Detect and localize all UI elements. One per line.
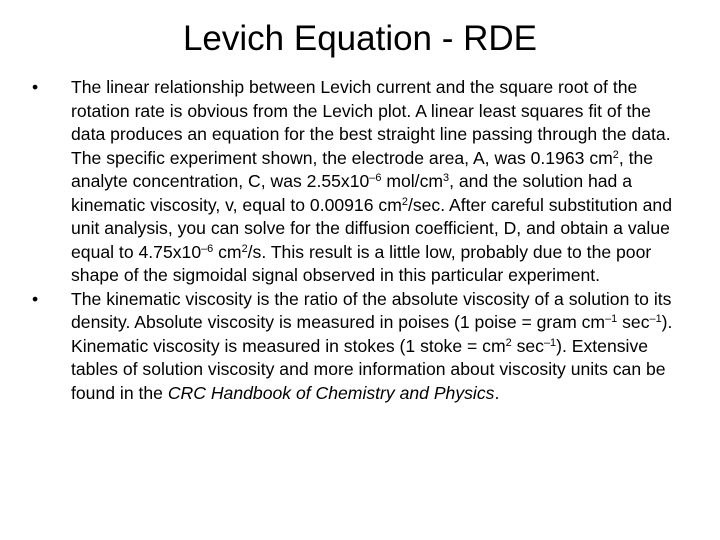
bullet-marker: • [32,288,39,309]
bullet-text: , and the solution had a kinematic viscosity, v, equal to 0.00916 cm [71,171,633,215]
bullet-list [30,76,690,405]
bullet-text: , the analyte concentration, C, was 2.55x10 [71,147,654,191]
superscript: 2 [401,195,408,208]
superscript: –1 [605,313,618,325]
bullet-text: sec [511,335,544,356]
bullet-text: The kinematic viscosity is the ratio of the absolute viscosity of a solution to its density. Absolute viscosity is measured in poises (1 poise = gram cm [71,288,672,332]
superscript: 3 [443,172,450,184]
superscript: –6 [369,172,382,184]
superscript: –1 [649,313,662,325]
slide-title: Levich Equation - RDE [182,19,538,58]
superscript: 2 [241,242,248,255]
bullet-marker: • [32,77,39,97]
bullet-item-kinematic-viscosity [30,288,690,406]
bullet-text: . [494,382,500,403]
bullet-text: ). Kinematic viscosity is measured in stokes (1 stoke = cm [71,312,673,356]
superscript: 2 [612,148,619,161]
superscript: –1 [543,336,557,349]
bullet-text: /s. This result is a little low, probably due to the poor shape of the sigmoidal signal observed in this particular experiment. [71,241,652,285]
bullet-item-levich-plot [30,76,690,288]
bullet-text: /sec. After careful substitution and unit analysis, you can solve for the diffusion coefficient, D, and obtain a value equal to 4.75x10 [71,194,672,262]
bullet-text: sec [617,312,650,332]
bullet-text: cm [213,241,242,262]
bullet-text: The linear relationship between Levich current and the square root of the rotation rate is obvious from the Levich plot. A linear least squares fit of the data produces an equation for the best straight line passing through the data. The specific experiment shown, the electrode area, A, was 0.1963 cm [71,77,671,168]
bullet-text: ). Extensive tables of solution viscosity and more information about viscosity units can be found in the [71,335,666,403]
superscript: 2 [505,336,512,349]
book-title: CRC Handbook of Chemistry and Physics [167,382,495,403]
bullet-text: mol/cm [381,171,444,191]
superscript: –6 [201,242,214,255]
